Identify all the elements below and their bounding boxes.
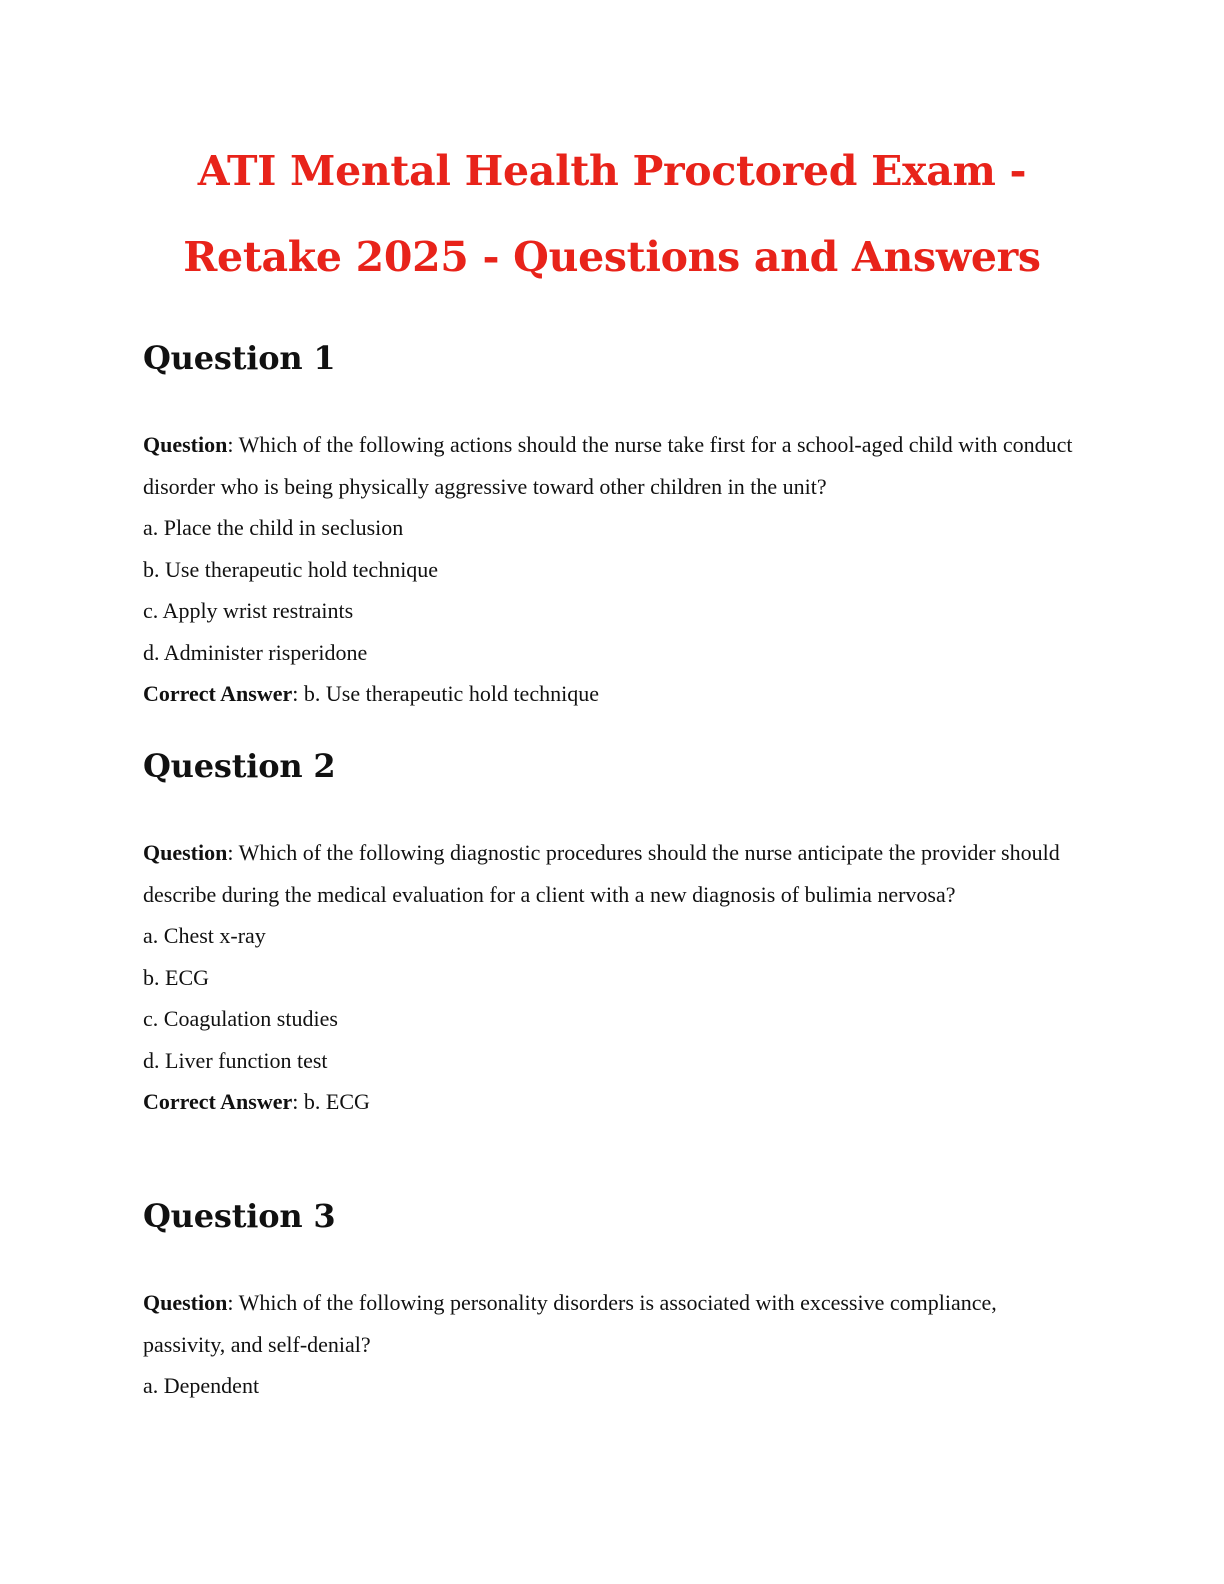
question-2-option-b: b. ECG bbox=[143, 964, 209, 990]
question-1-block bbox=[143, 424, 1083, 715]
question-2-block bbox=[143, 832, 1083, 1123]
correct-answer-label: Correct Answer bbox=[143, 1089, 293, 1114]
title-line-1: ATI Mental Health Proctored Exam - bbox=[197, 147, 1027, 195]
question-2-body: Which of the following diagnostic procedures should the nurse anticipate the provider should describe during the medical evaluation for a client with a new diagnosis of bulimia nervosa? bbox=[143, 840, 1060, 907]
document-title bbox=[100, 128, 1124, 300]
question-3-block bbox=[143, 1282, 1083, 1407]
question-1-option-a: a. Place the child in seclusion bbox=[143, 515, 404, 540]
question-1-answer-value: b. Use therapeutic hold technique bbox=[303, 681, 599, 706]
question-1-option-d: d. Administer risperidone bbox=[143, 639, 368, 665]
question-1-body: Which of the following actions should the nurse take first for a school-aged child with conduct disorder who is being physically aggressive toward other children in the unit? bbox=[143, 432, 1073, 499]
question-2-text: Question: Which of the following diagnostic procedures should the nurse anticipate the provider should describe during the medical evaluation for a client with a new diagnosis of bulimia nervosa? bbox=[143, 840, 1060, 907]
title-line-2: Retake 2025 - Questions and Answers bbox=[183, 233, 1041, 281]
question-2-answer-value: b. ECG bbox=[303, 1089, 370, 1114]
correct-answer-label: Correct Answer bbox=[143, 681, 293, 706]
question-2-heading: Question 2 bbox=[143, 747, 336, 785]
question-2-option-c: c. Coagulation studies bbox=[143, 1006, 338, 1031]
question-2-answer: Correct Answer: b. ECG bbox=[143, 1089, 370, 1114]
question-2-option-d: d. Liver function test bbox=[143, 1047, 328, 1073]
question-3-heading: Question 3 bbox=[143, 1197, 336, 1235]
question-1-heading: Question 1 bbox=[143, 339, 336, 377]
question-1-option-c: c. Apply wrist restraints bbox=[143, 598, 354, 623]
question-1-text: Question: Which of the following actions should the nurse take first for a school-aged child with conduct disorder who is being physically aggressive toward other children in the unit? bbox=[143, 432, 1073, 499]
question-label: Question bbox=[143, 1290, 228, 1315]
question-3-text: Question: Which of the following personality disorders is associated with excessive compliance, passivity, and self-denial? bbox=[143, 1290, 997, 1357]
question-label: Question bbox=[143, 840, 228, 865]
question-label: Question bbox=[143, 432, 228, 457]
question-1-answer: Correct Answer: b. Use therapeutic hold technique bbox=[143, 681, 599, 706]
question-3-body: Which of the following personality disorders is associated with excessive compliance, passivity, and self-denial? bbox=[143, 1290, 997, 1357]
question-2-option-a: a. Chest x-ray bbox=[143, 923, 266, 948]
question-3-option-a: a. Dependent bbox=[143, 1373, 260, 1398]
question-1-option-b: b. Use therapeutic hold technique bbox=[143, 556, 439, 582]
